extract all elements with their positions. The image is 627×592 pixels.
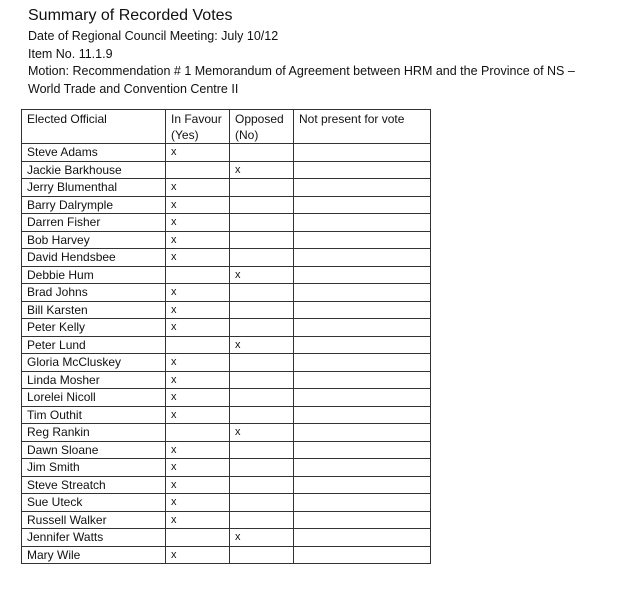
item-number: Item No. 11.1.9 (28, 46, 113, 61)
not-present-cell (294, 371, 431, 389)
table-row (22, 266, 431, 284)
not-present-cell (294, 266, 431, 284)
in-favour-cell: x (166, 494, 230, 512)
in-favour-cell: x (166, 284, 230, 302)
official-name-cell: Steve Adams (22, 144, 166, 162)
not-present-cell (294, 179, 431, 197)
not-present-cell (294, 231, 431, 249)
not-present-cell (294, 406, 431, 424)
opposed-cell (230, 354, 294, 372)
not-present-cell (294, 511, 431, 529)
opposed-cell (230, 284, 294, 302)
in-favour-cell: x (166, 214, 230, 232)
official-name-cell: Gloria McCluskey (22, 354, 166, 372)
not-present-cell (294, 336, 431, 354)
header-not-present: Not present for vote (294, 110, 431, 144)
table-row (22, 389, 431, 407)
opposed-cell (230, 214, 294, 232)
vote-rows (22, 144, 431, 564)
official-name-cell: Russell Walker (22, 511, 166, 529)
not-present-cell (294, 319, 431, 337)
not-present-cell (294, 196, 431, 214)
not-present-cell (294, 459, 431, 477)
in-favour-cell: x (166, 231, 230, 249)
table-row (22, 441, 431, 459)
table-row (22, 406, 431, 424)
header-in-favour: In Favour (Yes) (166, 110, 230, 144)
in-favour-cell: x (166, 319, 230, 337)
official-name-cell: Jerry Blumenthal (22, 179, 166, 197)
opposed-cell (230, 494, 294, 512)
in-favour-cell: x (166, 546, 230, 564)
not-present-cell (294, 529, 431, 547)
table-row (22, 179, 431, 197)
table-row (22, 459, 431, 477)
opposed-cell (230, 406, 294, 424)
in-favour-cell (166, 424, 230, 442)
official-name-cell: Steve Streatch (22, 476, 166, 494)
opposed-cell (230, 389, 294, 407)
table-row (22, 529, 431, 547)
opposed-cell (230, 459, 294, 477)
in-favour-cell (166, 161, 230, 179)
official-name-cell: Tim Outhit (22, 406, 166, 424)
opposed-cell (230, 231, 294, 249)
official-name-cell: Reg Rankin (22, 424, 166, 442)
table-row (22, 319, 431, 337)
official-name-cell: David Hendsbee (22, 249, 166, 267)
header-elected-official: Elected Official (22, 110, 166, 144)
official-name-cell: Dawn Sloane (22, 441, 166, 459)
table-row (22, 511, 431, 529)
official-name-cell: Darren Fisher (22, 214, 166, 232)
table-row (22, 249, 431, 267)
votes-table (21, 109, 431, 564)
header-opposed: Opposed (No) (230, 110, 294, 144)
in-favour-cell: x (166, 196, 230, 214)
opposed-cell: x (230, 424, 294, 442)
table-header-row (22, 110, 431, 144)
official-name-cell: Bob Harvey (22, 231, 166, 249)
opposed-cell: x (230, 161, 294, 179)
official-name-cell: Bill Karsten (22, 301, 166, 319)
in-favour-cell: x (166, 406, 230, 424)
in-favour-cell (166, 336, 230, 354)
in-favour-cell: x (166, 441, 230, 459)
in-favour-cell: x (166, 249, 230, 267)
in-favour-cell: x (166, 476, 230, 494)
official-name-cell: Peter Lund (22, 336, 166, 354)
table-row (22, 196, 431, 214)
not-present-cell (294, 214, 431, 232)
official-name-cell: Jennifer Watts (22, 529, 166, 547)
opposed-cell (230, 301, 294, 319)
opposed-cell (230, 319, 294, 337)
official-name-cell: Brad Johns (22, 284, 166, 302)
opposed-cell (230, 441, 294, 459)
in-favour-cell (166, 529, 230, 547)
not-present-cell (294, 424, 431, 442)
official-name-cell: Jackie Barkhouse (22, 161, 166, 179)
opposed-cell (230, 249, 294, 267)
official-name-cell: Sue Uteck (22, 494, 166, 512)
not-present-cell (294, 494, 431, 512)
table-row (22, 494, 431, 512)
table-row (22, 301, 431, 319)
table-row (22, 336, 431, 354)
opposed-cell: x (230, 336, 294, 354)
official-name-cell: Linda Mosher (22, 371, 166, 389)
in-favour-cell: x (166, 459, 230, 477)
table-row (22, 546, 431, 564)
table-row (22, 214, 431, 232)
opposed-cell (230, 371, 294, 389)
official-name-cell: Lorelei Nicoll (22, 389, 166, 407)
in-favour-cell: x (166, 179, 230, 197)
not-present-cell (294, 476, 431, 494)
official-name-cell: Barry Dalrymple (22, 196, 166, 214)
not-present-cell (294, 249, 431, 267)
document-title: Summary of Recorded Votes (28, 7, 233, 24)
opposed-cell (230, 476, 294, 494)
not-present-cell (294, 301, 431, 319)
not-present-cell (294, 144, 431, 162)
not-present-cell (294, 441, 431, 459)
table-row (22, 371, 431, 389)
in-favour-cell: x (166, 389, 230, 407)
meeting-date: Date of Regional Council Meeting: July 10/12 (28, 29, 279, 43)
not-present-cell (294, 354, 431, 372)
opposed-cell: x (230, 529, 294, 547)
official-name-cell: Mary Wile (22, 546, 166, 564)
motion-line-2: World Trade and Convention Centre II (28, 81, 239, 96)
not-present-cell (294, 161, 431, 179)
in-favour-cell: x (166, 371, 230, 389)
table-row (22, 161, 431, 179)
opposed-cell (230, 196, 294, 214)
opposed-cell (230, 144, 294, 162)
official-name-cell: Jim Smith (22, 459, 166, 477)
table-row (22, 144, 431, 162)
in-favour-cell: x (166, 144, 230, 162)
document-header (28, 6, 618, 98)
motion-line-1: Motion: Recommendation # 1 Memorandum of Agreement between HRM and the Province of NS – (28, 64, 575, 78)
in-favour-cell: x (166, 301, 230, 319)
opposed-cell (230, 511, 294, 529)
table-row (22, 354, 431, 372)
opposed-cell (230, 546, 294, 564)
table-row (22, 231, 431, 249)
opposed-cell (230, 179, 294, 197)
official-name-cell: Debbie Hum (22, 266, 166, 284)
table-row (22, 284, 431, 302)
table-row (22, 476, 431, 494)
in-favour-cell: x (166, 511, 230, 529)
in-favour-cell (166, 266, 230, 284)
table-row (22, 424, 431, 442)
official-name-cell: Peter Kelly (22, 319, 166, 337)
not-present-cell (294, 546, 431, 564)
in-favour-cell: x (166, 354, 230, 372)
opposed-cell: x (230, 266, 294, 284)
not-present-cell (294, 284, 431, 302)
not-present-cell (294, 389, 431, 407)
